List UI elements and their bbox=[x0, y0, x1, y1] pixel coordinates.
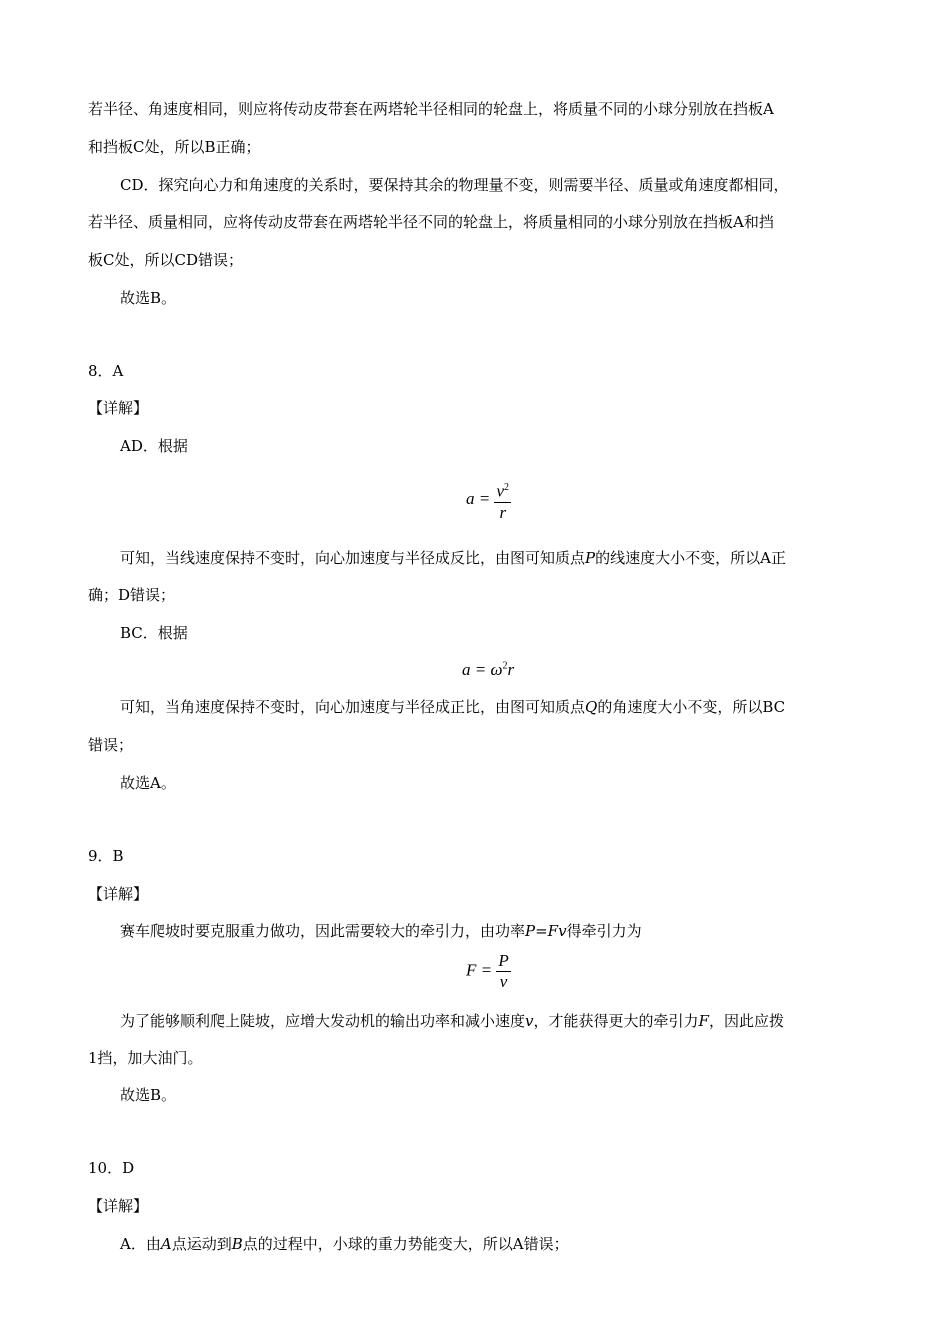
text-line: 可知，当线速度保持不变时，向心加速度与半径成反比，由图可知质点P的线速度大小不变，所以A正 bbox=[120, 549, 786, 567]
text-line: 赛车爬坡时要克服重力做功，因此需要较大的牵引力，由功率P=Fv得牵引力为 bbox=[120, 922, 642, 940]
text-line: 错误； bbox=[88, 736, 134, 754]
question-number-10: 10．D bbox=[88, 1159, 135, 1177]
question-number-9: 9．B bbox=[88, 847, 124, 865]
text-line: 1挡，加大油门。 bbox=[88, 1049, 203, 1067]
text-line: AD．根据 bbox=[120, 437, 188, 455]
text-line: 若半径、角速度相同，则应将传动皮带套在两塔轮半径相同的轮盘上，将质量不同的小球分别放在挡板A bbox=[88, 100, 774, 118]
text-line: A．由A点运动到B点的过程中，小球的重力势能变大，所以A错误； bbox=[120, 1235, 569, 1253]
detail-heading: 【详解】 bbox=[88, 399, 149, 417]
text-line: 可知，当角速度保持不变时，向心加速度与半径成正比，由图可知质点Q的角速度大小不变，所以BC bbox=[120, 698, 786, 716]
text-line: 若半径、质量相同，应将传动皮带套在两塔轮半径不同的轮盘上，将质量相同的小球分别放在挡板A和挡 bbox=[88, 213, 774, 231]
text-line: 和挡板C处，所以B正确； bbox=[88, 138, 261, 156]
detail-heading: 【详解】 bbox=[88, 885, 149, 903]
text-line: 为了能够顺利爬上陡坡，应增大发动机的输出功率和减小速度v，才能获得更大的牵引力F，因此应拨 bbox=[120, 1012, 784, 1030]
text-line: BC．根据 bbox=[120, 624, 188, 642]
text-line: CD．探究向心力和角速度的关系时，要保持其余的物理量不变，则需要半径、质量或角速度都相同， bbox=[120, 176, 789, 194]
detail-heading: 【详解】 bbox=[88, 1197, 149, 1215]
text-line: 板C处，所以CD错误； bbox=[88, 251, 243, 269]
text-line: 故选B。 bbox=[120, 1086, 177, 1104]
text-line: 故选B。 bbox=[120, 289, 177, 307]
text-line: 故选A。 bbox=[120, 774, 176, 792]
question-number-8: 8．A bbox=[88, 362, 124, 380]
text-line: 确；D错误； bbox=[88, 586, 176, 604]
formula-a-omega2-r: $a = \omega^2r$ bbox=[462, 660, 515, 679]
formula-F-P-over-v: F = $\frac{P}{v}$ bbox=[466, 951, 509, 991]
formula-a-v2-over-r: a = $\frac{v^2}{r}$ bbox=[466, 481, 510, 522]
